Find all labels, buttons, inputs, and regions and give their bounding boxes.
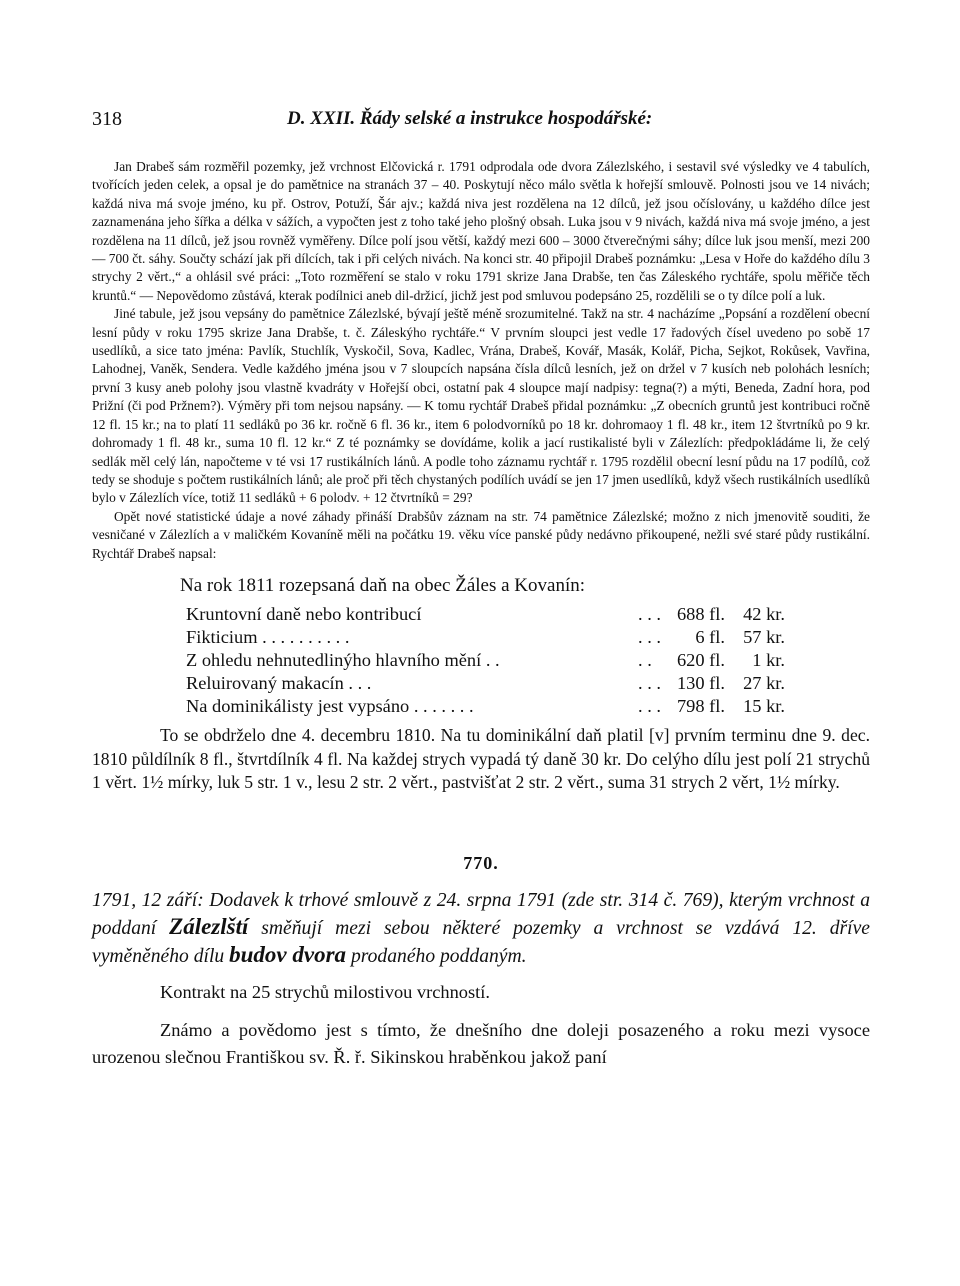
regest-village-name: Zálezlští [169, 913, 249, 939]
after-table-paragraph: To se obdrželo dne 4. decembru 1810. Na tu dominikální daň platil [v] prvním terminu dne 9. dec. 1810 půldílník 8 fl., štvrtdílník 4 fl. Na každej strych vypadá tý daně 30 kr. Do celýho dílu jest polí 21 strychů 1 věrt. 1½ mírky, luk 5 str. 1 v., lesu 2 str. 2 věrt., pastvišťat 2 str. 2 věrt., suma 31 strych 2 věrt, 1½ mírky. [92, 724, 870, 793]
regest-text-3: prodaného poddaným. [350, 945, 527, 967]
tax-table-heading: Na rok 1811 rozepsaná daň na obec Žáles a Kovanín: [180, 574, 586, 596]
row-florins: 620 fl. [676, 649, 725, 670]
row-florins: 688 fl. [676, 603, 725, 624]
row-dots: . . . [638, 672, 661, 693]
paragraph-3: Opět nové statistické údaje a nové záhady přináší Drabšův záznam na str. 74 pamětnice Zálezlské; možno z nich jmenovitě souditi, že vesničané v Zálezlích a v maličkém Kovaníně měli na počátku 19. věku více panské půdy nedávno přikoupené, nežli své staré půdy rustikální. Rychtář Drabeš napsal: [92, 508, 870, 561]
table-row [186, 626, 785, 649]
running-title: D. XXII. Řády selské a instrukce hospodářské: [287, 108, 653, 129]
table-row [186, 695, 785, 718]
row-dots: . . . [638, 626, 661, 647]
row-label: Z ohledu nehnutedlinýho hlavního mění . . [186, 649, 500, 670]
row-dots: . . . [638, 695, 661, 716]
contract-body: Známo a povědomo jest s tímto, že dnešního dne doleji posazeného a roku mezi vysoce urozenou slečnou Františkou sv. Ř. ř. Sikinskou hraběnkou jakož paní [92, 1019, 870, 1067]
regest-bold-phrase: budov dvora [229, 941, 347, 967]
paragraph-2: Jiné tabule, jež jsou vepsány do pamětnice Zálezlské, bývají ještě méně srozumitelné. Takž na str. 4 nacházíme „Popsání a rozdělení obecní lesní půdy v roku 1795 skrize Jana Drabše, t. č. Záleskýho rychtáře.“ V prvním sloupci jest vedle 17 řadových čísel uvedeno po sobě 17 usedlíků, a sice tato jména: Pavlík, Stuchlík, Vyskočil, Sova, Kadlec, Vrána, Drabeš, Kovář, Masák, Kolář, Picha, Sejkot, Rokůsek, Vavřina, Lahodnej, Vaněk, Sendera. Vedle každého jména jsou v 7 sloupcích napsána čísla dílců lesních, jež on držel v 7 kusích neb polohách lesních; první 3 kusy aneb polohy jsou vlastně kvadráty v Hořejší obci, ostatní pak 4 sloupce mají nadpisy: tegna(?) a mýti, Beneda, Zadní hora, pod Prižní (či pod Pržnem?). Výměry při tom nejsou napsány. — K tomu rychtář Drabeš přidal poznámku: „Z obecních gruntů jest kontribuci ročně 12 fl. 15 kr.; na to platí 11 sedláků po 36 kr. ročně 6 fl. 36 kr., item 6 polodvorníků po 18 kr. dohromaoy 1 fl. 48 kr., item 12 štvrtníků po 9 kr. dohromady 1 fl. 48 kr., suma 10 fl. 12 kr.“ Z té poznámky se dovídáme, kolik a jací rustikalisté byli v Zálezlích: předpokládáme li, že celý sedlák měl celý lán, napočteme v té vsi 17 rustikálních lánů. A podle toho záznamu rychtář r. 1795 rozdělil obecní lesní půdu na 17 podílů, což tedy se shoduje s počtem rustikálních lánů; ale proč při těch chystaných podílích uvádí se jen 17 jmen usedlíků, když všech rustikálních usedlíků bylo v Zálezlích více, totiž 11 sedláků + 6 polodv. + 12 čtvrtníků = 29? [92, 306, 870, 506]
row-kreuzers: 27 kr. [743, 672, 785, 693]
page [92, 108, 870, 1071]
row-label: Kruntovní daně nebo kontribucí [186, 603, 422, 624]
document-regest [92, 888, 870, 970]
contract-title: Kontrakt na 25 strychů milostivou vrchností. [160, 981, 490, 1002]
row-dots: . . [638, 649, 652, 670]
row-florins: 130 fl. [676, 672, 725, 693]
row-florins: 798 fl. [676, 695, 725, 716]
row-label: Na dominikálisty jest vypsáno . . . . . . . [186, 695, 474, 716]
row-dots: . . . [638, 603, 661, 624]
table-row [186, 649, 785, 672]
row-kreuzers: 42 kr. [743, 603, 785, 624]
regest-text-1: 1791, 12 září: Dodavek k trhové smlouvě z 24. srpna 1791 (zde str. 314 č. 769), kterým vrchnost a poddaní [92, 889, 870, 939]
document-number: 770. [463, 852, 499, 873]
tax-table [186, 603, 785, 718]
page-header [92, 108, 870, 138]
row-label: Fikticium . . . . . . . . . . [186, 626, 350, 647]
row-kreuzers: 1 kr. [752, 649, 785, 670]
page-number: 318 [92, 108, 122, 130]
row-label: Reluirovaný makacín . . . [186, 672, 372, 693]
regest-text-2: směňují mezi sebou některé pozemky a vrchnost se vzdává 12. dříve vyměněného dílu [92, 917, 870, 967]
row-kreuzers: 15 kr. [743, 695, 785, 716]
table-row [186, 672, 785, 695]
paragraph-1: Jan Drabeš sám rozměřil pozemky, jež vrchnost Elčovická r. 1791 odprodala ode dvora Zálezlského, i sestavil své výsledky ve 4 tabulích, tvořících jeden celek, a opsal je do pamětnice na stranách 37 – 40. Poskytují něco málo světla k hořejší smlouvě. Polnosti jsou ve 14 nivách; každá niva má svoje jméno, ku př. Ostrov, Potuží, Šár ajv.; každá niva jest rozdělena na 12 dílců, jež jsou očíslovány, u každého dílce jest zaznamenána jeho šířka a délka v sážích, a vypočten jest z toho také jeho plošný obsah. Luka jsou v 9 nivách, každá niva má svoje jméno, a jest rozdělena na 11 dílců, jež jsou rovněž vyměřeny. Dílce polí jsou větší, každý mezi 600 – 3000 čtverečnými sáhy; dílce luk jsou menší, mezi 200 — 700 čt. sáhy. Součty schází jak při dílcích, tak i při celých nivách. Na konci str. 40 připojil Drabeš poznámku: „Lesa v Hoře do každého dílu 3 strychy 2 věrt.,“ a ohlásil své práci: „Toto rozměření se stalo v roku 1791 skrize Jana Drabše, ten čas Záleského rychtáře, spolu měřiče těch kruntů.“ — Nepovědomo zůstává, kterak podílnici aneb dil-držicí, jichž jest pod smluvou podepsáno 25, rozdělili se o ty dílce polí a luk. [92, 159, 870, 303]
row-florins: 6 fl. [695, 626, 725, 647]
row-kreuzers: 57 kr. [743, 626, 785, 647]
table-row [186, 603, 785, 626]
